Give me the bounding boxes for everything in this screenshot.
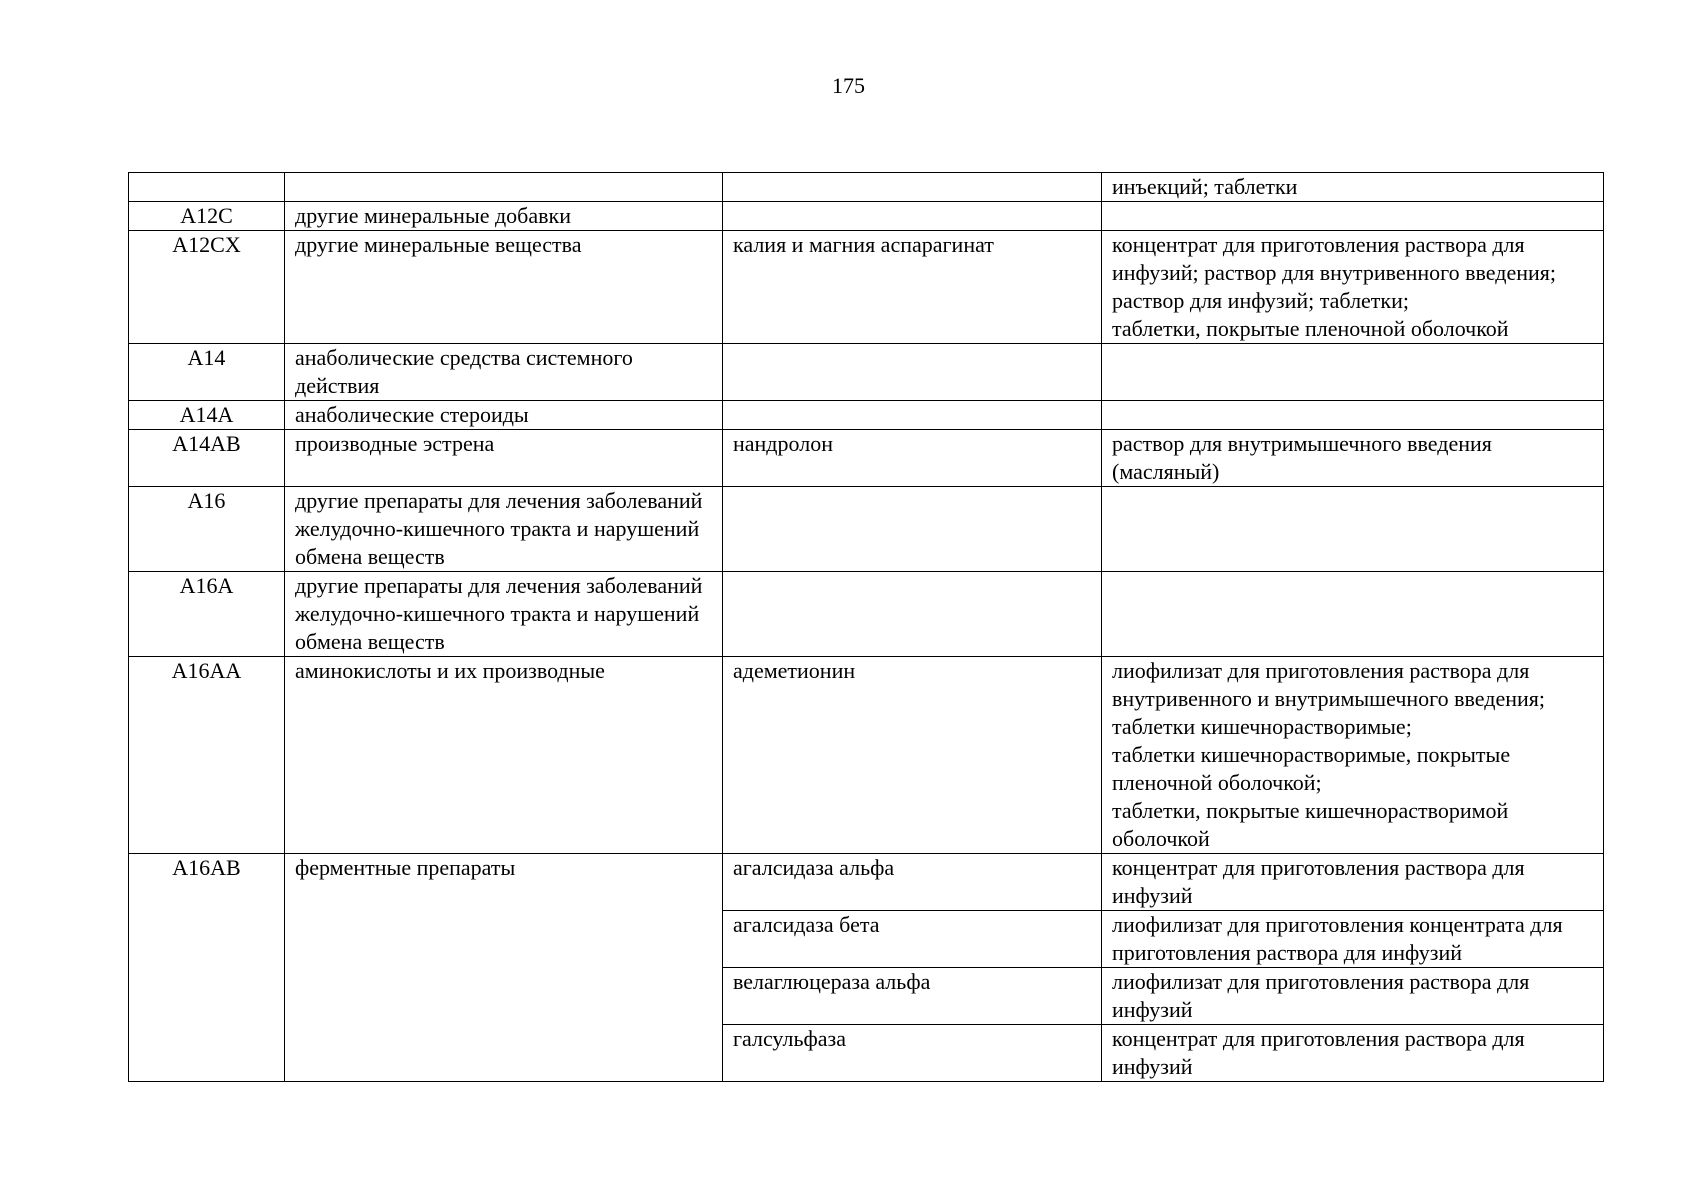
dosage-form-cell	[1102, 401, 1604, 430]
dosage-form-cell: раствор для внутримышечного введения (масляный)	[1102, 430, 1604, 487]
dosage-form-cell: концентрат для приготовления раствора для инфузий; раствор для внутривенного введения; раствор для инфузий; таблетки; таблетки, покрытые пленочной оболочкой	[1102, 231, 1604, 344]
atc-code-cell: A12C	[129, 202, 285, 231]
group-name-cell: другие минеральные добавки	[285, 202, 723, 231]
group-name-cell: другие препараты для лечения заболеваний желудочно-кишечного тракта и нарушений обмена веществ	[285, 487, 723, 572]
atc-code-cell: A16A	[129, 572, 285, 657]
drug-name-cell: агалсидаза альфа	[723, 854, 1102, 911]
table-row	[129, 202, 1604, 231]
drug-name-cell	[723, 202, 1102, 231]
table-row	[129, 401, 1604, 430]
dosage-form-cell: инъекций; таблетки	[1102, 173, 1604, 202]
group-name-cell: ферментные препараты	[285, 854, 723, 1082]
table-row	[129, 854, 1604, 911]
group-name-cell: анаболические стероиды	[285, 401, 723, 430]
table-row	[129, 173, 1604, 202]
drug-name-cell	[723, 173, 1102, 202]
table-row	[129, 657, 1604, 854]
group-name-cell: анаболические средства системного действия	[285, 344, 723, 401]
dosage-form-cell	[1102, 344, 1604, 401]
atc-code-cell: A16	[129, 487, 285, 572]
atc-code-cell	[129, 173, 285, 202]
dosage-form-cell: лиофилизат для приготовления концентрата для приготовления раствора для инфузий	[1102, 911, 1604, 968]
group-name-cell: аминокислоты и их производные	[285, 657, 723, 854]
table-row	[129, 487, 1604, 572]
dosage-form-cell: лиофилизат для приготовления раствора для внутривенного и внутримышечного введения; таблетки кишечнорастворимые; таблетки кишечнорастворимые, покрытые пленочной оболочкой; таблетки, покрытые кишечнорастворимой оболочкой	[1102, 657, 1604, 854]
group-name-cell: производные эстрена	[285, 430, 723, 487]
group-name-cell: другие препараты для лечения заболеваний желудочно-кишечного тракта и нарушений обмена веществ	[285, 572, 723, 657]
atc-code-cell: A14AB	[129, 430, 285, 487]
atc-code-cell: A14A	[129, 401, 285, 430]
dosage-form-cell: концентрат для приготовления раствора для инфузий	[1102, 1025, 1604, 1082]
atc-code-cell: A16AB	[129, 854, 285, 1082]
drug-name-cell: галсульфаза	[723, 1025, 1102, 1082]
drug-name-cell: адеметионин	[723, 657, 1102, 854]
table-row	[129, 231, 1604, 344]
drug-name-cell	[723, 344, 1102, 401]
drug-name-cell: велаглюцераза альфа	[723, 968, 1102, 1025]
atc-code-cell: A12CX	[129, 231, 285, 344]
atc-code-cell: A16AA	[129, 657, 285, 854]
table-row	[129, 344, 1604, 401]
group-name-cell	[285, 173, 723, 202]
drug-name-cell: агалсидаза бета	[723, 911, 1102, 968]
drug-name-cell: калия и магния аспарагинат	[723, 231, 1102, 344]
table-row	[129, 430, 1604, 487]
dosage-form-cell	[1102, 572, 1604, 657]
drug-name-cell	[723, 401, 1102, 430]
group-name-cell: другие минеральные вещества	[285, 231, 723, 344]
atc-code-cell: A14	[129, 344, 285, 401]
dosage-form-cell	[1102, 202, 1604, 231]
drug-name-cell: нандролон	[723, 430, 1102, 487]
drug-name-cell	[723, 487, 1102, 572]
drug-table	[128, 172, 1604, 1082]
dosage-form-cell	[1102, 487, 1604, 572]
drug-name-cell	[723, 572, 1102, 657]
table-row	[129, 572, 1604, 657]
dosage-form-cell: лиофилизат для приготовления раствора для инфузий	[1102, 968, 1604, 1025]
page-number: 175	[832, 73, 865, 98]
dosage-form-cell: концентрат для приготовления раствора для инфузий	[1102, 854, 1604, 911]
